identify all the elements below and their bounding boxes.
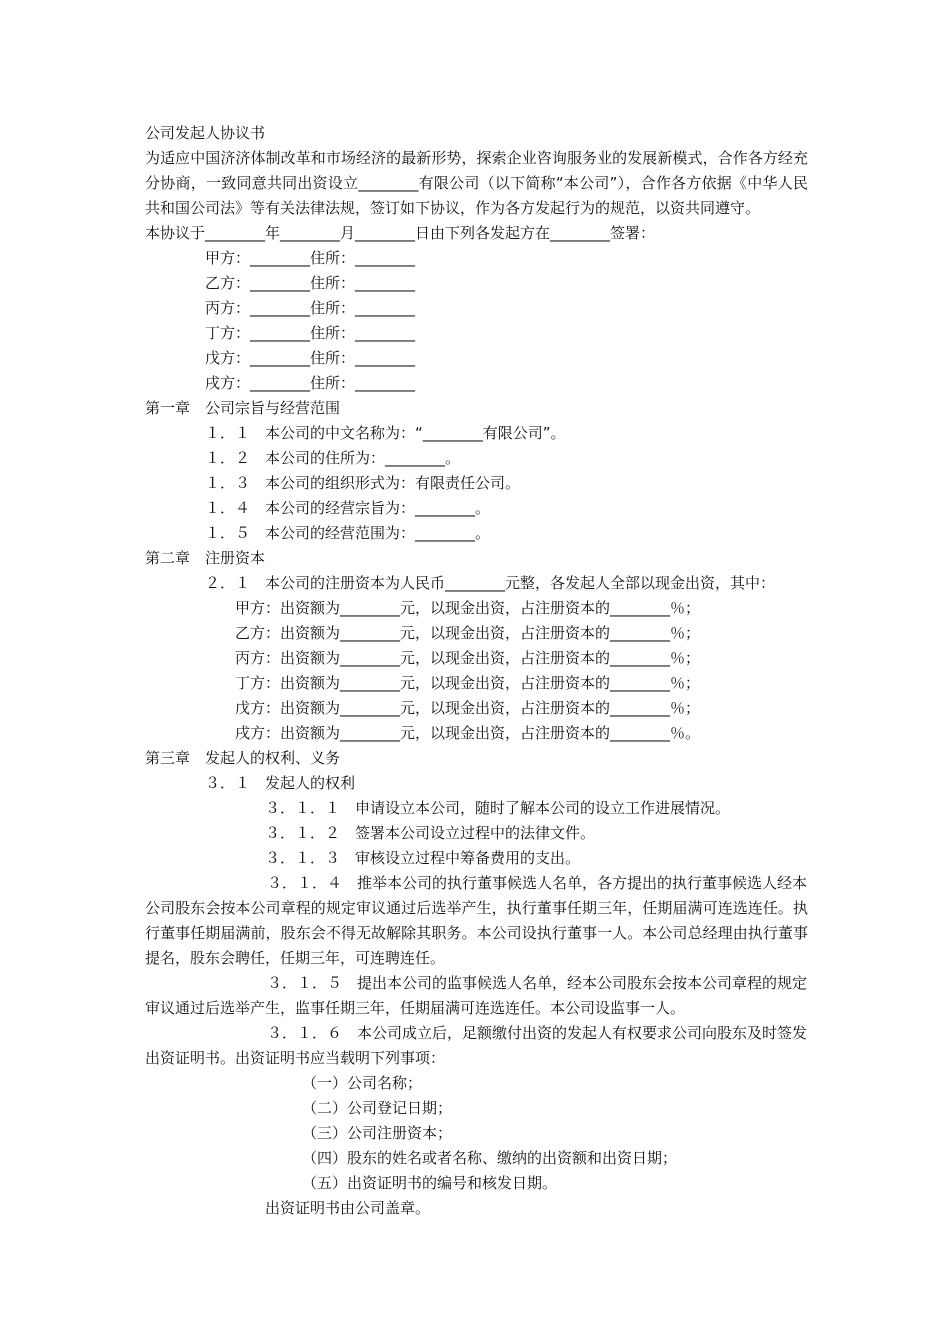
document-title: 公司发起人协议书 <box>145 124 266 142</box>
certificate-item: （四）股东的姓名或者名称、缴纳的出资额和出资日期； <box>302 1149 678 1167</box>
chapter-heading: 第三章 发起人的权利、义务 <box>145 749 341 767</box>
party-line: 乙方：________住所：________ <box>205 274 416 292</box>
clause-first-line: ３．１．４ 推举本公司的执行董事候选人名单，各方提出的执行董事候选人经本 <box>267 874 808 892</box>
contribution-line: 戊方：出资额为________元，以现金出资，占注册资本的________％； <box>235 699 701 717</box>
closing-line: 出资证明书由公司盖章。 <box>265 1199 431 1217</box>
contribution-line: 丁方：出资额为________元，以现金出资，占注册资本的________％； <box>235 674 701 692</box>
section-heading: ３．１ 发起人的权利 <box>205 774 356 792</box>
clause-item: １．５ 本公司的经营范围为：________。 <box>205 524 491 542</box>
party-line: 丁方：________住所：________ <box>205 324 416 342</box>
contribution-line: 丙方：出资额为________元，以现金出资，占注册资本的________％； <box>235 649 701 667</box>
chapter-heading: 第二章 注册资本 <box>145 549 266 567</box>
certificate-item: （一）公司名称； <box>302 1074 423 1092</box>
clause-continuation: 出资证明书。出资证明书应当载明下列事项： <box>145 1049 446 1067</box>
clause-item: １．１ 本公司的中文名称为：“________有限公司”。 <box>205 424 566 442</box>
document-page <box>145 120 808 1221</box>
contribution-line: 戌方：出资额为________元，以现金出资，占注册资本的________％。 <box>235 724 701 742</box>
contribution-line: 甲方：出资额为________元，以现金出资，占注册资本的________％； <box>235 599 701 617</box>
clause-item: １．４ 本公司的经营宗旨为：________。 <box>205 499 491 517</box>
party-line: 丙方：________住所：________ <box>205 299 416 317</box>
clause-item: ３．１．２ 签署本公司设立过程中的法律文件。 <box>265 824 596 842</box>
contribution-line: 乙方：出资额为________元，以现金出资，占注册资本的________％； <box>235 624 701 642</box>
party-line: 戌方：________住所：________ <box>205 374 416 392</box>
clause-item: ３．１．１ 申请设立本公司，随时了解本公司的设立工作进展情况。 <box>265 799 731 817</box>
party-line: 甲方：________住所：________ <box>205 249 416 267</box>
signing-line: 本协议于________年________月________日由下列各发起方在________签署： <box>145 224 656 242</box>
certificate-item: （三）公司注册资本； <box>302 1124 453 1142</box>
chapter-heading: 第一章 公司宗旨与经营范围 <box>145 399 341 417</box>
clause-first-line: ３．１．６ 本公司成立后，足额缴付出资的发起人有权要求公司向股东及时签发 <box>267 1024 808 1042</box>
clause-continuation: 公司股东会按本公司章程的规定审议通过后选举产生，执行董事任期三年，任期届满可连选连任。执行董事任期届满前，股东会不得无故解除其职务。本公司设执行董事一人。本公司总经理由执行董事提名，股东会聘任，任期三年，可连聘连任。 <box>145 899 808 967</box>
clause-item: ２．１ 本公司的注册资本为人民币________元整，各发起人全部以现金出资，其中： <box>205 574 776 592</box>
clause-item: １．２ 本公司的住所为：________。 <box>205 449 461 467</box>
clause-item: ３．１．３ 审核设立过程中筹备费用的支出。 <box>265 849 581 867</box>
intro-paragraph: 为适应中国济济体制改革和市场经济的最新形势，探索企业咨询服务业的发展新模式，合作各方经充分协商，一致同意共同出资设立________有限公司（以下简称“本公司”），合作各方依据《中华人民共和国公司法》等有关法律法规，签订如下协议，作为各方发起行为的规范，以资共同遵守。 <box>145 149 808 217</box>
certificate-item: （二）公司登记日期； <box>302 1099 453 1117</box>
clause-first-line: ３．１．５ 提出本公司的监事候选人名单，经本公司股东会按本公司章程的规定 <box>267 974 808 992</box>
certificate-item: （五）出资证明书的编号和核发日期。 <box>302 1174 558 1192</box>
clause-continuation: 审议通过后选举产生，监事任期三年，任期届满可连选连任。本公司设监事一人。 <box>145 999 686 1017</box>
clause-item: １．３ 本公司的组织形式为：有限责任公司。 <box>205 474 521 492</box>
party-line: 戊方：________住所：________ <box>205 349 416 367</box>
